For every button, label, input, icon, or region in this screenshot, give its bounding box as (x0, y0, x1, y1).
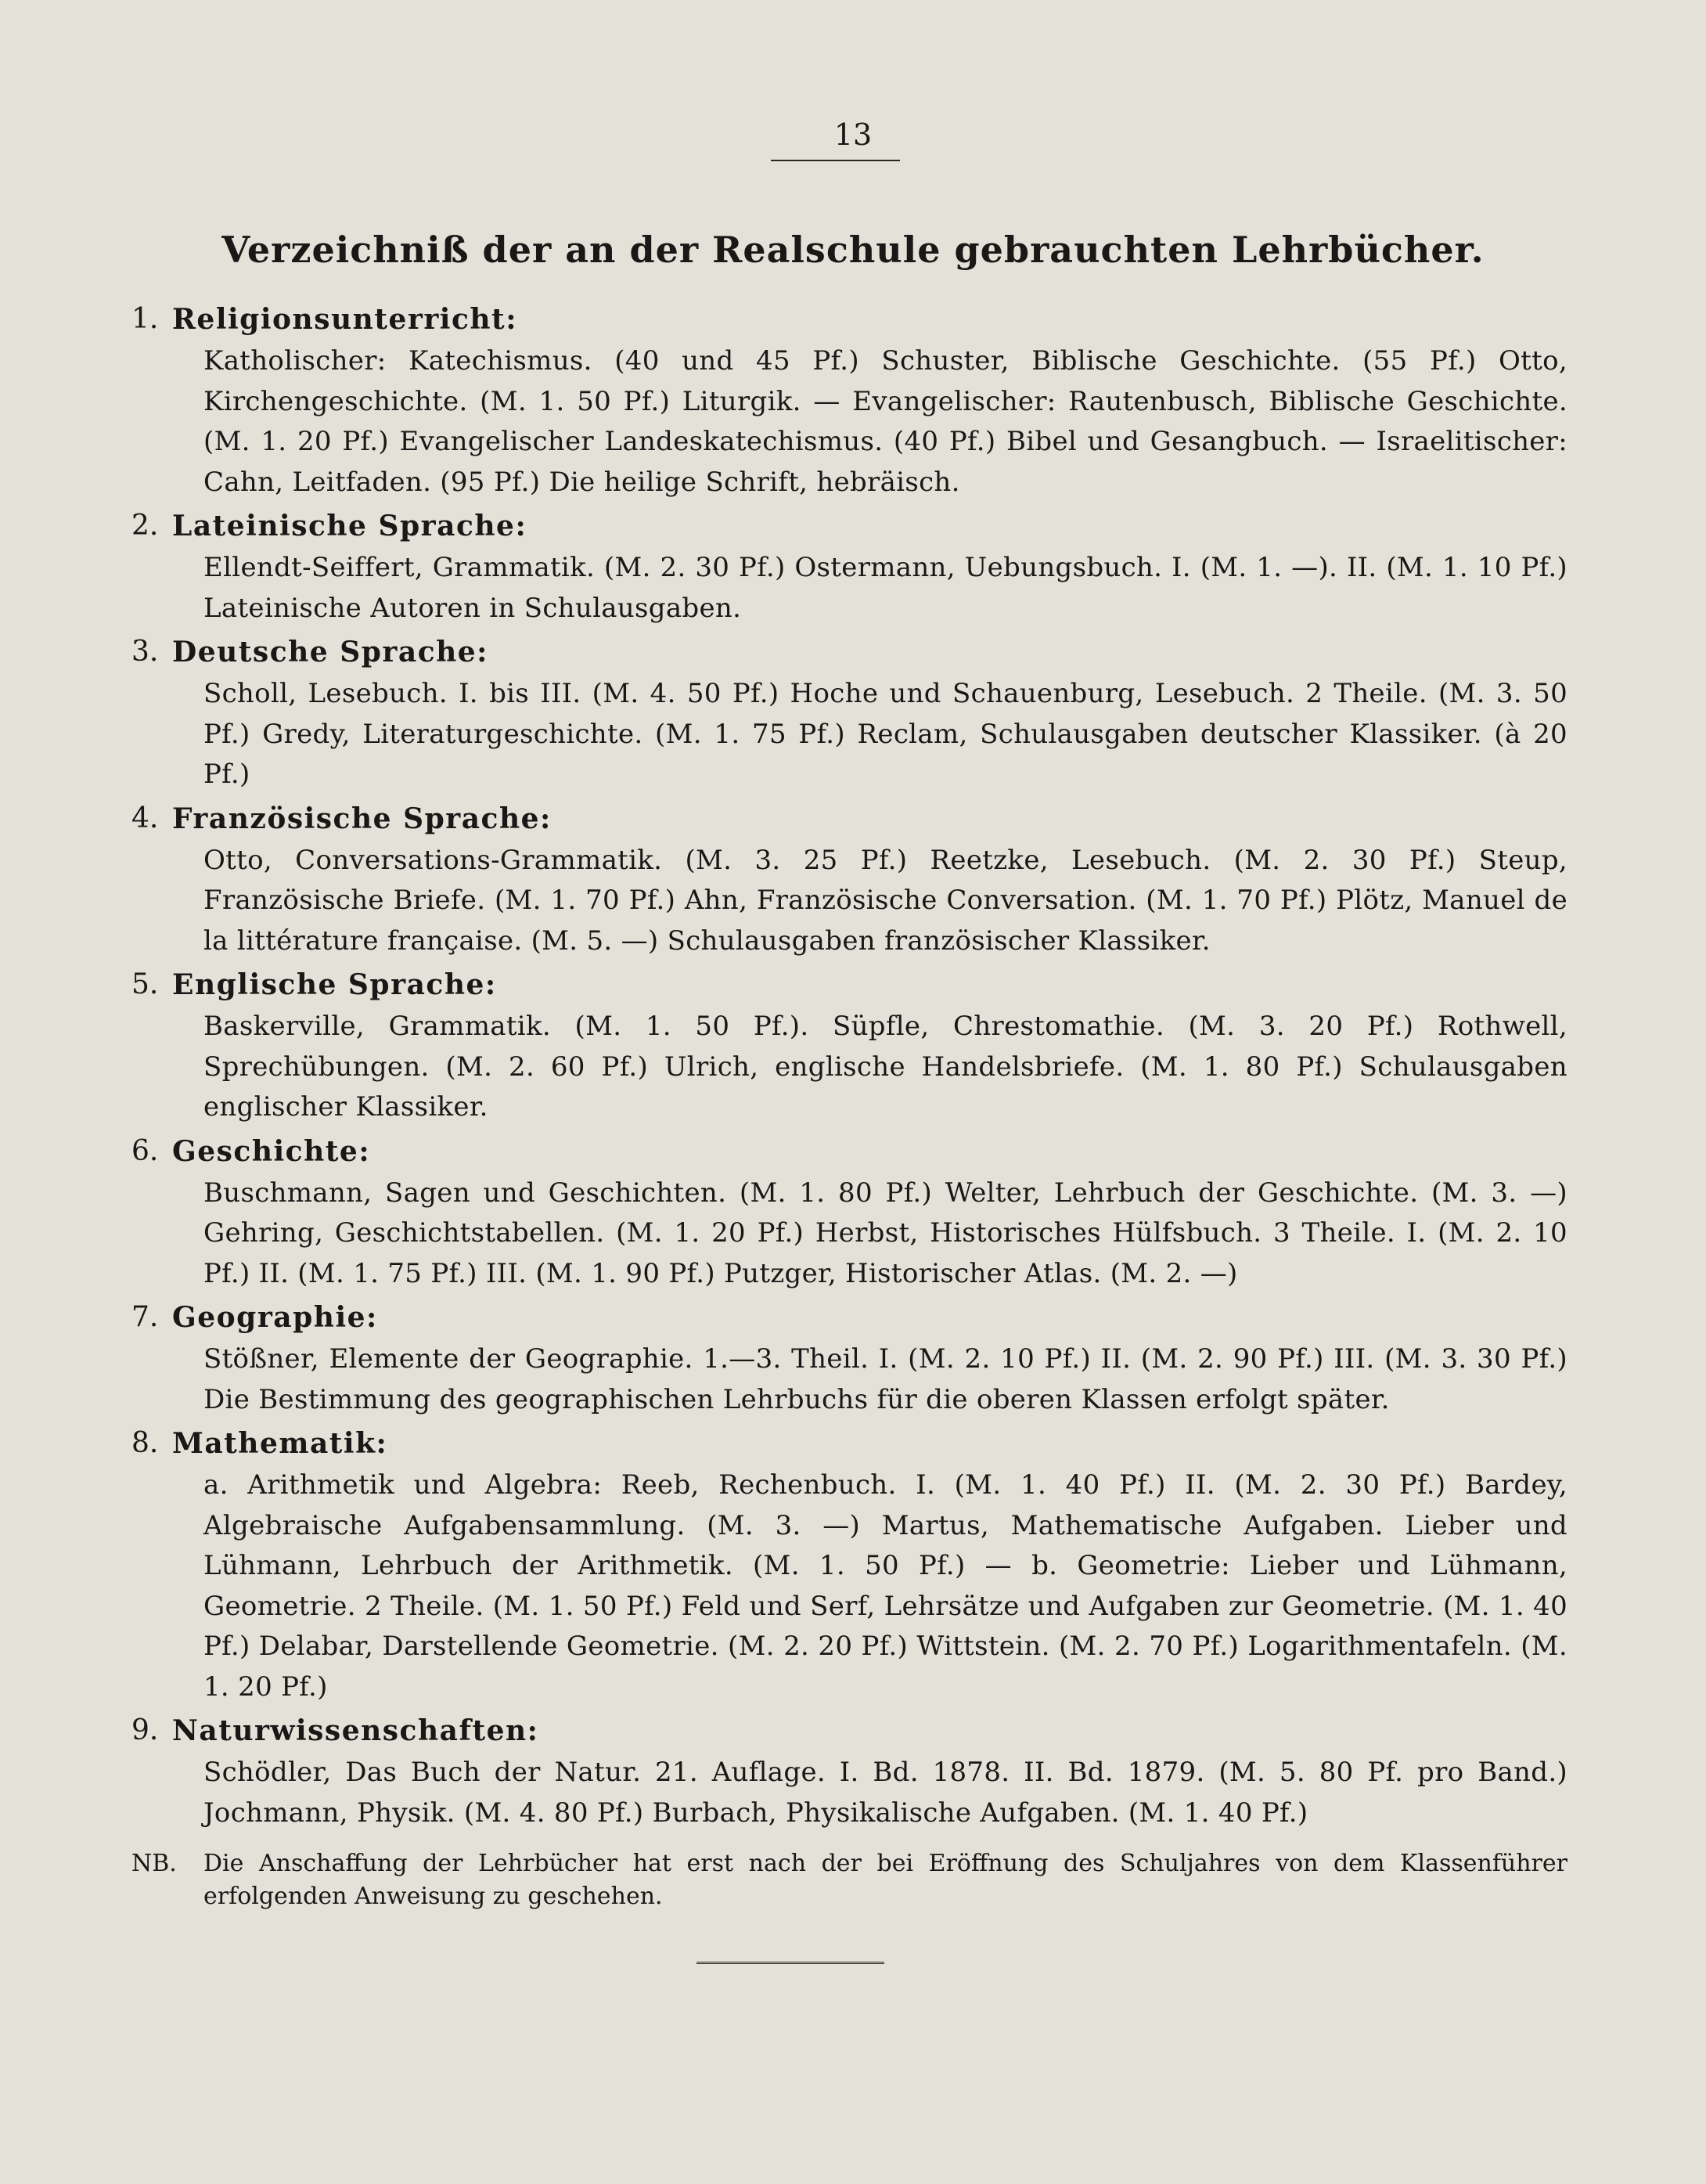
content (131, 297, 1567, 1913)
section-text: Ellendt-Seiffert, Grammatik. (M. 2. 30 Pf.) Ostermann, Uebungsbuch. I. (M. 1. —). II. (M. 1. 10 Pf.) Lateinische Autoren in Schulausgaben. (203, 552, 1567, 624)
footnote-text: Die Anschaffung der Lehrbücher hat erst nach der bei Eröffnung des Schuljahres von dem Klassenführer erfolgenden Anweisung zu geschehen. (203, 1850, 1567, 1910)
section-number: 1. (131, 303, 159, 335)
section-number: 6. (131, 1134, 159, 1167)
section-english (131, 963, 1567, 1128)
section-number: 5. (131, 968, 159, 1000)
section-title: Deutsche Sprache: (172, 636, 488, 669)
section-text: Scholl, Lesebuch. I. bis III. (M. 4. 50 Pf.) Hoche und Schauenburg, Lesebuch. 2 Theile. (M. 3. 50 Pf.) Gredy, Literaturgeschichte. (M. 1. 75 Pf.) Reclam, Schulausgaben deutscher Klassiker. (à 20 Pf.) (203, 678, 1567, 790)
section-latin (131, 504, 1567, 629)
section-number: 7. (131, 1301, 159, 1333)
section-number: 2. (131, 510, 159, 542)
section-text: Buschmann, Sagen und Geschichten. (M. 1. 80 Pf.) Welter, Lehrbuch der Geschichte. (M. 3. —) Gehring, Geschichtstabellen. (M. 1. 20 Pf.) Herbst, Historisches Hülfsbuch. 3 Theile. I. (M. 2. 10 Pf.) II. (M. 1. 75 Pf.) III. (M. 1. 90 Pf.) Putzger, Historischer Atlas. (M. 2. —) (203, 1177, 1567, 1289)
footnote (131, 1847, 1567, 1913)
page-number: 13 (833, 117, 873, 152)
section-text: Otto, Conversations-Grammatik. (M. 3. 25 Pf.) Reetzke, Lesebuch. (M. 2. 30 Pf.) Steup, Französische Briefe. (M. 1. 70 Pf.) Ahn, Französische Conversation. (M. 1. 70 Pf.) Plötz, Manuel de la littérature française. (M. 5. —) Schulausgaben französischer Klassiker. (203, 844, 1567, 957)
section-text: Baskerville, Grammatik. (M. 1. 50 Pf.). Süpfle, Chrestomathie. (M. 3. 20 Pf.) Rothwell, Sprechübungen. (M. 2. 60 Pf.) Ulrich, englische Handelsbriefe. (M. 1. 80 Pf.) Schulausgaben englischer Klassiker. (203, 1011, 1567, 1123)
section-title: Geographie: (172, 1301, 378, 1334)
section-title: Naturwissenschaften: (172, 1714, 539, 1747)
section-text: Katholischer: Katechismus. (40 und 45 Pf.) Schuster, Biblische Geschichte. (55 Pf.) Otto, Kirchengeschichte. (M. 1. 50 Pf.) Liturgik. — Evangelischer: Rautenbusch, Biblische Geschichte. (M. 1. 20 Pf.) Evangelischer Landeskatechismus. (40 Pf.) Bibel und Gesangbuch. — Israelitischer: Cahn, Leitfaden. (95 Pf.) Die heilige Schrift, hebräisch. (203, 345, 1567, 498)
section-geography (131, 1296, 1567, 1420)
section-title: Geschichte: (172, 1134, 371, 1168)
section-number: 4. (131, 802, 159, 834)
section-french (131, 797, 1567, 962)
footnote-label: NB. (131, 1850, 177, 1877)
section-text: Stößner, Elemente der Geographie. 1.—3. Theil. I. (M. 2. 10 Pf.) II. (M. 2. 90 Pf.) III. (M. 3. 30 Pf.) Die Bestimmung des geographischen Lehrbuchs für die oberen Klassen erfolgt später. (203, 1343, 1567, 1415)
section-text: a. Arithmetik und Algebra: Reeb, Rechenbuch. I. (M. 1. 40 Pf.) II. (M. 2. 30 Pf.) Bardey, Algebraische Aufgabensammlung. (M. 3. —) Martus, Mathematische Aufgaben. Lieber und Lühmann, Lehrbuch der Arithmetik. (M. 1. 50 Pf.) — b. Geometrie: Lieber und Lühmann, Geometrie. 2 Theile. (M. 1. 50 Pf.) Feld und Serf, Lehrsätze und Aufgaben zur Geometrie. (M. 1. 40 Pf.) Delabar, Darstellende Geometrie. (M. 2. 20 Pf.) Wittstein. (M. 2. 70 Pf.) Logarithmentafeln. (M. 1. 20 Pf.) (203, 1469, 1567, 1703)
section-number: 8. (131, 1427, 159, 1459)
section-title: Religionsunterricht: (172, 303, 517, 336)
section-text: Schödler, Das Buch der Natur. 21. Auflage. I. Bd. 1878. II. Bd. 1879. (M. 5. 80 Pf. pro Band.) Jochmann, Physik. (M. 4. 80 Pf.) Burbach, Physikalische Aufgaben. (M. 1. 40 Pf.) (203, 1757, 1567, 1829)
page-title: Verzeichniß der an der Realschule gebrauchten Lehrbücher. (221, 229, 1485, 271)
section-title: Englische Sprache: (172, 968, 497, 1001)
bottom-rule (696, 1962, 884, 1967)
section-history (131, 1130, 1567, 1295)
section-number: 9. (131, 1714, 159, 1746)
section-title: Mathematik: (172, 1427, 388, 1460)
section-number: 3. (131, 636, 159, 668)
section-mathematics (131, 1422, 1567, 1707)
section-title: Lateinische Sprache: (172, 510, 527, 542)
section-title: Französische Sprache: (172, 802, 552, 835)
section-natural-sciences (131, 1709, 1567, 1833)
section-religion (131, 297, 1567, 503)
page-number-rule (771, 160, 900, 161)
section-german (131, 630, 1567, 795)
